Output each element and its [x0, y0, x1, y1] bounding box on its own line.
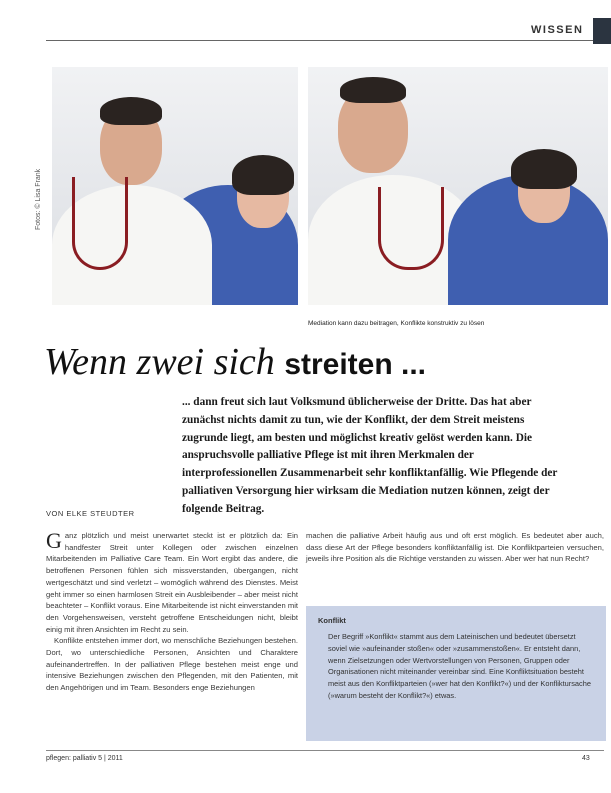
doctor-hair	[100, 97, 162, 125]
stethoscope	[378, 187, 444, 270]
footer-publication: pflegen: palliativ 5 | 2011	[46, 755, 123, 762]
section-tab-marker	[593, 18, 611, 44]
photo-left	[52, 67, 298, 305]
photo-right	[308, 67, 608, 305]
info-box-text: Der Begriff »Konflikt« stammt aus dem Lateinischen und bedeutet übersetzt soviel wie »aufeinander stoßen« oder »zusammenstoßen«. Er entsteht dann, wenn Zielsetzungen oder Wertvorstellungen von Personen, Gruppen oder Organisationen nicht miteinander vereinbar sind. Eine Konfliktsituation besteht meist aus den Konfliktparteien (»wer hat den Konflikt?«) und der Konfliktursache (»warum besteht der Konflikt?«) etwas.	[328, 632, 591, 700]
byline: VON ELKE STEUDTER	[46, 509, 135, 518]
headline-part1: Wenn zwei sich	[44, 341, 285, 383]
page-number: 43	[582, 755, 590, 762]
headline	[44, 340, 426, 384]
photo-caption: Mediation kann dazu beitragen, Konflikte konstruktiv zu lösen	[308, 320, 485, 327]
info-box	[306, 606, 606, 741]
nurse-hair	[232, 155, 294, 195]
header-rule	[46, 40, 606, 41]
article-column-1	[46, 530, 298, 694]
stethoscope	[72, 177, 128, 270]
headline-part2: streiten ...	[284, 348, 427, 381]
lead-paragraph: ... dann freut sich laut Volksmund üblicherweise der Dritte. Das hat aber zunächst nichts damit zu tun, wie der Konflikt, der dem Streit meistens zugrunde liegt, am besten und möglichst kreativ gelöst werden kann. Die anspruchsvolle palliative Pflege ist mit ihren Merkmalen der interprofessionellen Zusammenarbeit sehr konfliktanfällig. Wie Pflegende der palliativen Versorgung hier wirksam die Mediation nutzen können, zeigt der folgende Beitrag.	[182, 396, 558, 515]
drop-cap: G	[46, 528, 62, 553]
paragraph: machen die palliative Arbeit häufig aus und oft erst möglich. Es bedeutet aber auch, dass diese Art der Pflege besonders konfliktanfällig ist. Die Konfliktparteien versuchen, jeweils ihre Position als die Richtige verstanden zu wissen. Aber wer hat nun Recht?	[306, 531, 604, 564]
footer-rule	[46, 750, 604, 751]
article-column-2	[306, 530, 604, 565]
paragraph: anz plötzlich und meist unerwartet steckt ist er plötzlich da: Ein handfester Streit unter Kollegen oder zwischen einzelnen Mitarbeitenden im Palliative Care Team. Ein Wort ergibt das andere, die betroffenen Personen fühlen sich missverstanden, übergangen, nicht wertgeschätzt und sind verletzt – womöglich während des Dienstes. Meist geht immer so einen harmlosen Streit ein Ausbleibender – aber meist nicht beachteter – Konflikt voraus. Eine Mitarbeitende ist nicht einverstanden mit den Vorgehensweisen, versteht getroffene Entscheidungen nicht, bleibt einig mit ihren Ansichten im Recht zu sein.	[46, 531, 298, 634]
paragraph: Konflikte entstehen immer dort, wo menschliche Beziehungen bestehen. Dort, wo unterschiedliche Personen, Ansichten und Charaktere aufeinandertreffen. In der palliativen Pflege bestehen meist enge und intensive Beziehungen zwischen den Pflegenden, mit den Patienten, mit den Angehörigen und im Team. Besonders enge Beziehungen	[46, 636, 298, 693]
info-box-title: Konflikt	[318, 616, 346, 625]
section-tab	[525, 18, 611, 44]
nurse-hair	[511, 149, 577, 189]
doctor-hair	[340, 77, 406, 103]
section-label: WISSEN	[531, 24, 584, 36]
photo-credit: Fotos: © Lisa Frank	[35, 168, 42, 230]
